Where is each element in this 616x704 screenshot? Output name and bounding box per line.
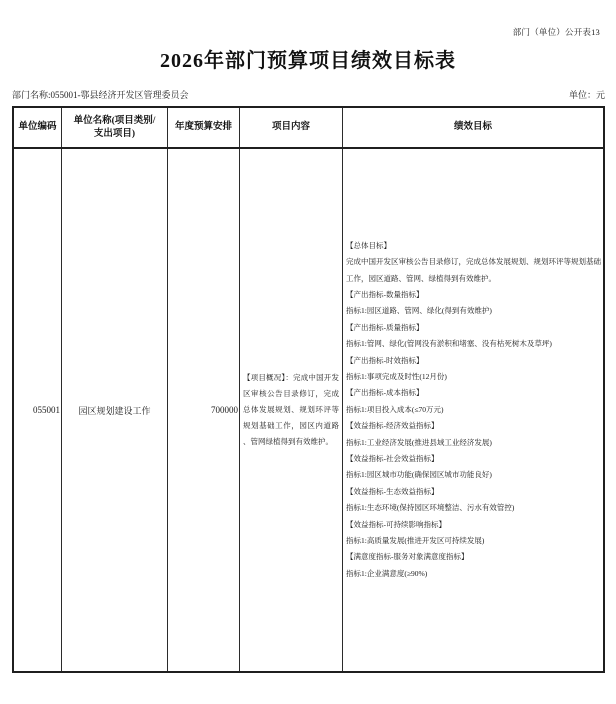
header-annual-budget [168,108,240,147]
cell-unit-name: 园区规划建设工作 [62,149,168,671]
unit-label: 单位：元 [568,90,605,100]
header-annual-budget-label: 年度预算安排 [174,122,232,132]
header-project-content [240,108,343,147]
header-unit-code [14,108,62,147]
performance-target-line: 【产出指标-时效指标】 [346,355,424,365]
performance-target-line: 【效益指标-经济效益指标】 [346,421,439,431]
performance-target-line: 【总体目标】 [346,240,391,250]
performance-target-line: 【效益指标-可持续影响指标】 [346,519,446,529]
performance-target-line: 指标1:管网、绿化(管网没有淤积和堵塞、没有枯死树木及草坪) [346,339,552,349]
header-project-content-label: 项目内容 [271,122,310,132]
header-unit-name-label: 单位名称(项目类别/支出项目) [73,115,156,139]
page-title: 2026年部门预算项目绩效目标表 [160,50,456,72]
form-number-label: 部门（单位）公开表13 [512,27,600,37]
performance-target-line: 指标1:工业经济发展(推进县域工业经济发展) [346,437,492,447]
cell-performance-targets [343,149,603,671]
performance-target-line: 【效益指标-社会效益指标】 [346,454,439,464]
table-row [14,149,603,671]
header-unit-code-label: 单位编码 [18,122,57,132]
header-performance-target [343,108,603,147]
performance-target-line: 指标1:高质量发展(推进开发区可持续发展) [346,536,485,546]
cell-project-content [240,149,343,671]
performance-target-line: 【效益指标-生态效益指标】 [346,486,439,496]
performance-target-line: 指标1:园区城市功能(确保园区城市功能良好) [346,470,492,480]
performance-target-line: 指标1:生态环境(保持园区环境整洁、污水有效管控) [346,503,515,513]
performance-target-table [12,106,605,673]
department-name-label: 部门名称:055001-鄠县经济开发区管理委员会 [12,90,189,100]
header-unit-name [62,108,168,147]
performance-target-line: 【产出指标-数量指标】 [346,289,424,299]
project-content-text: 【项目概况】：完成中国开发区审核公告目录修订，完成总体发展规划、规划环评等规划基础工作，园区内道路、管网绿植得到有效维护。 [243,373,339,446]
cell-unit-code: 055001 [14,149,62,671]
header-performance-target-label: 绩效目标 [453,122,492,132]
performance-target-line: 【满意度指标-服务对象满意度指标】 [346,552,469,562]
performance-target-line: 指标1:事项完成及时性(12月份) [346,371,447,381]
performance-target-line: 完成中国开发区审核公告目录修订，完成总体发展规划、规划环评等规划基础工作，园区道路、管网、绿植得到有效维护。 [346,257,601,283]
performance-target-line: 指标1:项目投入成本(≤70万元) [346,404,444,414]
performance-target-line: 指标1:企业满意度(≥90%) [346,568,428,578]
table-header-row [14,108,603,149]
performance-target-line: 【产出指标-成本指标】 [346,388,424,398]
performance-target-line: 【产出指标-质量指标】 [346,322,424,332]
cell-annual-budget: 700000 [168,149,240,671]
table-meta-row [12,88,605,101]
performance-target-line: 指标1:园区道路、管网、绿化(得到有效维护) [346,306,492,316]
performance-targets-list [343,238,603,583]
